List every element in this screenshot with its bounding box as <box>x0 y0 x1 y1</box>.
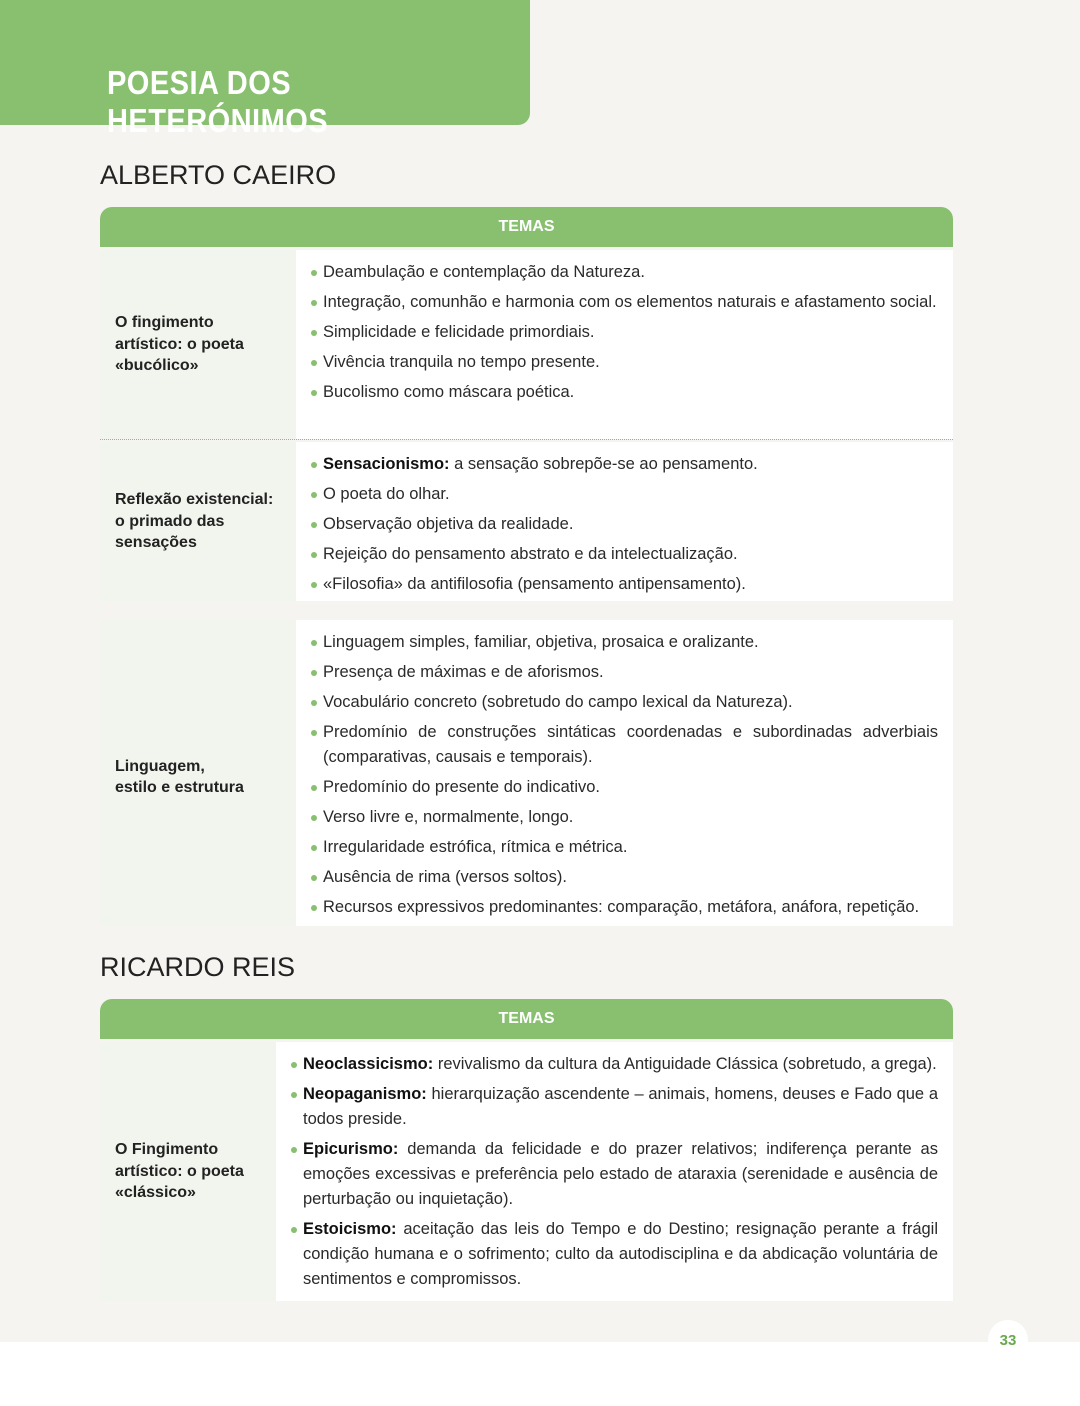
item-text: Ausência de rima (versos soltos). <box>323 868 567 886</box>
item-text: demanda da felicidade e do prazer relativos; indiferença perante as emoções excessivas e preferência pelo estado de ataraxia (serenidade e ausência de perturbação ou inquietação). <box>303 1140 938 1208</box>
list-item <box>290 1217 938 1292</box>
page-footer <box>0 1342 1080 1406</box>
bullet-list <box>310 260 938 405</box>
row-label-text: O Fingimento artístico: o poeta «clássico» <box>115 1141 244 1202</box>
list-item <box>310 290 938 315</box>
row-content <box>276 1042 953 1301</box>
item-text: revivalismo da cultura da Antiguidade Clássica (sobretudo, a grega). <box>433 1055 937 1073</box>
list-item <box>310 835 938 860</box>
list-item <box>310 805 938 830</box>
item-text: Predomínio de construções sintáticas coordenadas e subordinadas adverbiais (comparativas, causais e temporais). <box>323 723 938 766</box>
table-row <box>100 1042 953 1301</box>
item-text: hierarquização ascendente – animais, homens, deuses e Fado que a todos preside. <box>303 1085 938 1128</box>
list-item <box>310 572 938 597</box>
list-item <box>310 452 938 477</box>
item-text: a sensação sobrepõe-se ao pensamento. <box>449 455 758 473</box>
item-text: Irregularidade estrófica, rítmica e métrica. <box>323 838 628 856</box>
list-item <box>310 380 938 405</box>
list-item <box>310 350 938 375</box>
item-text: Integração, comunhão e harmonia com os elementos naturais e afastamento social. <box>323 293 937 311</box>
table-row <box>100 250 953 439</box>
chapter-title: POESIA DOS HETERÓNIMOS <box>107 64 329 139</box>
table-header: TEMAS <box>100 999 953 1039</box>
item-text: Simplicidade e felicidade primordiais. <box>323 323 595 341</box>
section-title-caeiro: ALBERTO CAEIRO <box>100 160 337 190</box>
item-text: O poeta do olhar. <box>323 485 450 503</box>
item-text: Bucolismo como máscara poética. <box>323 383 575 401</box>
page-number: 33 <box>988 1320 1028 1360</box>
row-label-text: Linguagem, estilo e estrutura <box>115 757 244 796</box>
list-item <box>310 865 938 890</box>
row-content <box>296 620 953 926</box>
item-term: Neopaganismo: <box>303 1085 427 1103</box>
item-term: Estoicismo: <box>303 1220 397 1238</box>
row-content <box>296 250 953 439</box>
list-item <box>310 630 938 655</box>
list-item <box>310 512 938 537</box>
list-item <box>310 260 938 285</box>
list-item <box>310 320 938 345</box>
row-label-text: Reflexão existencial: o primado das sensações <box>115 491 274 552</box>
list-item <box>310 690 938 715</box>
list-item <box>290 1137 938 1212</box>
row-label-text: O fingimento artístico: o poeta «bucólico» <box>115 314 244 375</box>
reis-table <box>100 999 953 1301</box>
list-item <box>290 1082 938 1132</box>
item-text: «Filosofia» da antifilosofia (pensamento antipensamento). <box>323 575 746 593</box>
bullet-list <box>310 452 938 597</box>
list-item <box>310 720 938 770</box>
row-label <box>100 442 296 601</box>
item-text: Linguagem simples, familiar, objetiva, prosaica e oralizante. <box>323 633 759 651</box>
chapter-banner <box>0 0 530 139</box>
list-item <box>310 542 938 567</box>
row-label <box>100 250 296 439</box>
list-item <box>310 660 938 685</box>
row-label <box>100 620 296 926</box>
item-term: Sensacionismo: <box>323 455 450 473</box>
item-text: Deambulação e contemplação da Natureza. <box>323 263 645 281</box>
item-text: Vivência tranquila no tempo presente. <box>323 353 600 371</box>
bullet-list <box>310 630 938 920</box>
caeiro-table <box>100 207 953 926</box>
list-item <box>310 482 938 507</box>
table-row <box>100 442 953 601</box>
table-row <box>100 620 953 926</box>
item-text: Presença de máximas e de aforismos. <box>323 663 604 681</box>
list-item <box>310 775 938 800</box>
item-text: Vocabulário concreto (sobretudo do campo lexical da Natureza). <box>323 693 793 711</box>
list-item <box>310 895 938 920</box>
table-header: TEMAS <box>100 207 953 247</box>
item-term: Neoclassicismo: <box>303 1055 434 1073</box>
item-text: Rejeição do pensamento abstrato e da intelectualização. <box>323 545 738 563</box>
item-text: Recursos expressivos predominantes: comparação, metáfora, anáfora, repetição. <box>323 898 920 916</box>
row-content <box>296 442 953 601</box>
item-text: aceitação das leis do Tempo e do Destino; resignação perante a frágil condição humana e o sofrimento; culto da autodisciplina e da abdicação voluntária de sentimentos e compromissos. <box>303 1220 938 1288</box>
section-title-reis: RICARDO REIS <box>100 952 296 982</box>
list-item <box>290 1052 938 1077</box>
item-text: Observação objetiva da realidade. <box>323 515 574 533</box>
bullet-list <box>290 1052 938 1292</box>
item-text: Predomínio do presente do indicativo. <box>323 778 601 796</box>
item-term: Epicurismo: <box>303 1140 399 1158</box>
item-text: Verso livre e, normalmente, longo. <box>323 808 574 826</box>
row-label <box>100 1042 276 1301</box>
